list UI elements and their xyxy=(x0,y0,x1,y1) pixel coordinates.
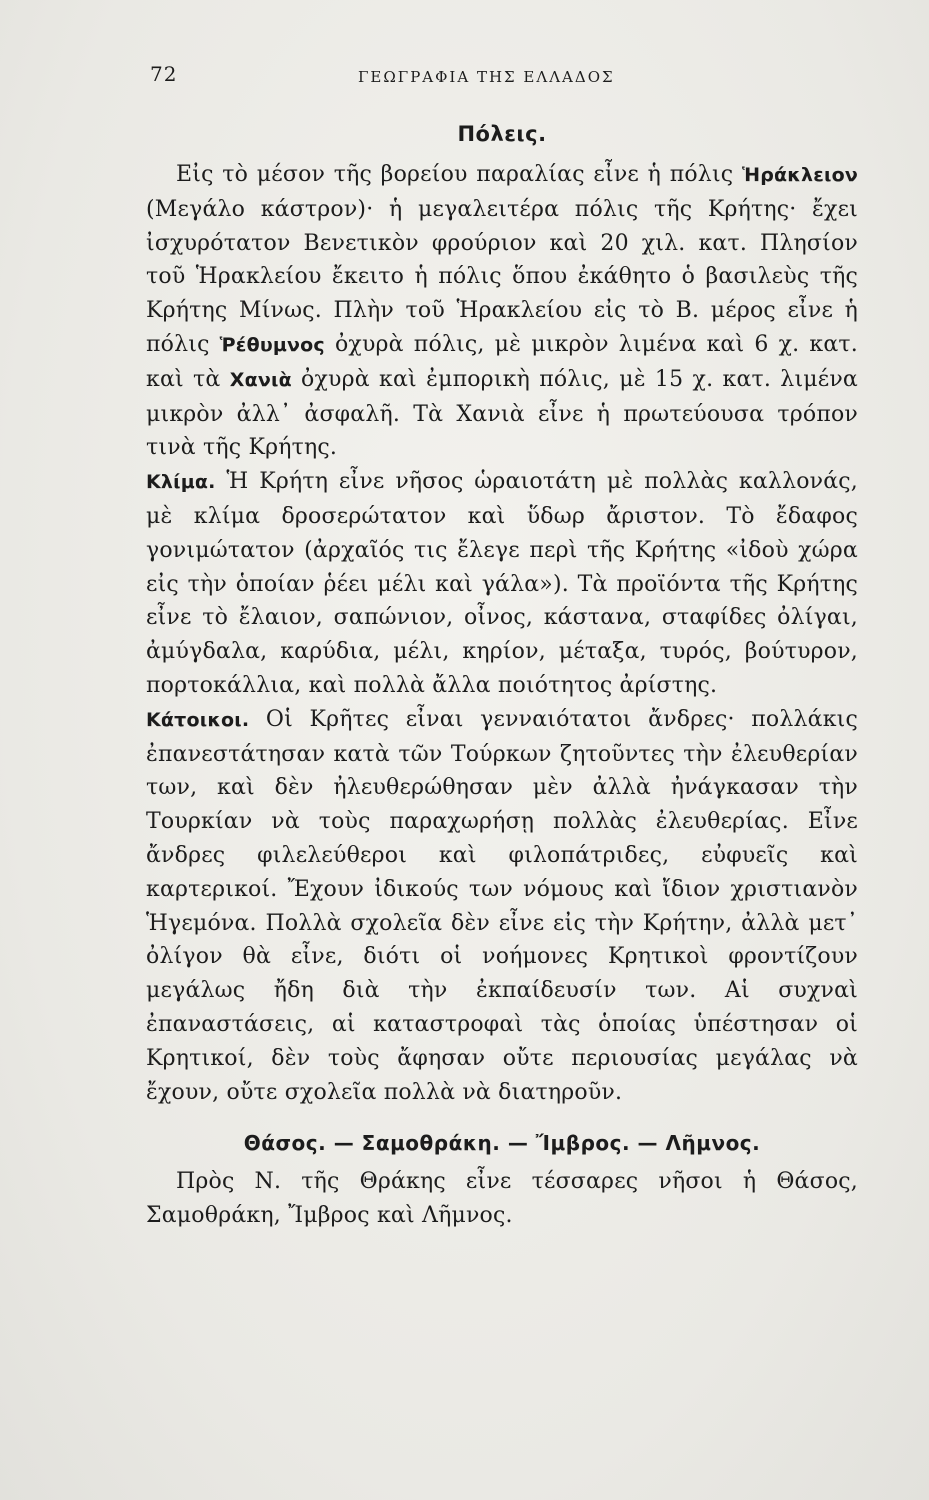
paragraph-cities xyxy=(146,158,858,465)
section-heading-islands: Θάσος. — Σαμοθράκη. — Ἴμβρος. — Λῆμνος. xyxy=(243,1131,761,1156)
section-heading-climate: Κλίμα. xyxy=(146,471,216,494)
climate-text: Ἡ Κρήτη εἶνε νῆσος ὡραιοτάτη μὲ πολλὰς καλλονάς, μὲ κλίμα δροσερώτατον καὶ ὕδωρ ἄριστον. Τὸ ἔδαφος γονιμώτατον (ἀρχαῖός τις ἔλεγε περὶ τῆς Κρήτης «ἰδοὺ χώρα εἰς τὴν ὁποίαν ῥέει μέλι καὶ γάλα»). Τὰ προϊόντα τῆς Κρήτης εἶνε τὸ ἔλαιον, σαπώνιον, οἶνος, κάστανα, σταφίδες ὀλίγαι, ἀμύγδαλα, καρύδια, μέλι, κηρίον, μέταξα, τυρός, βούτυρον, πορτοκάλλια, καὶ πολλὰ ἄλλα ποιότητος ἀρίστης. xyxy=(146,469,858,698)
inhabitants-text: Οἱ Κρῆτες εἶναι γενναιότατοι ἄνδρες· πολλάκις ἐπανεστάτησαν κατὰ τῶν Τούρκων ζητοῦντες τὴν ἐλευθερίαν των, καὶ δὲν ἠλευθερώθησαν μὲν ἀλλὰ ἠνάγκασαν τὴν Τουρκίαν νὰ τοὺς παραχωρήσῃ πολλὰς ἐλευθερίας. Εἶνε ἄνδρες φιλελεύθεροι καὶ φιλοπάτριδες, εὐφυεῖς καὶ καρτερικοί. Ἔχουν ἰδικούς των νόμους καὶ ἴδιον χριστιανὸν Ἡγεμόνα. Πολλὰ σχολεῖα δὲν εἶνε εἰς τὴν Κρήτην, ἀλλὰ μετ᾽ ὀλίγον θὰ εἶνε, διότι οἱ νοήμονες Κρητικοὶ φροντίζουν μεγάλως ἤδη διὰ τὴν ἐκπαίδευσίν των. Αἱ συχναὶ ἐπαναστάσεις, αἱ καταστροφαὶ τὰς ὁποίας ὑπέστησαν οἱ Κρητικοί, δὲν τοὺς ἄφησαν οὔτε περιουσίας μεγάλας νὰ ἔχουν, οὔτε σχολεῖα πολλὰ νὰ διατηροῦν. xyxy=(146,706,858,1105)
paragraph-islands: Πρὸς Ν. τῆς Θράκης εἶνε τέσσαρες νῆσοι ἡ Θάσος, Σαμοθράκη, Ἴμβρος καὶ Λῆμνος. xyxy=(146,1169,858,1229)
cities-text-2: (Μεγάλο κάστρον)· ἡ μεγαλειτέρα πόλις τῆς Κρήτης· ἔχει ἰσχυρότατον Βενετικὸν φρούριον καὶ 20 χιλ. κατ. Πλησίον τοῦ Ἡρακλείου ἔκειτο ἡ πόλις ὅπου ἐκάθητο ὁ βασιλεὺς τῆς Κρήτης Μίνως. Πλὴν τοῦ Ἡρακλείου εἰς τὸ Β. μέρος εἶνε ἡ πόλις xyxy=(146,196,858,357)
cities-text-4: ὀχυρὰ καὶ ἐμπορικὴ πόλις, μὲ 15 χ. κατ. λιμένα μικρὸν ἀλλ᾽ ἀσφαλῆ. Τὰ Χανιὰ εἶνε ἡ πρωτεύουσα τρόπον τινὰ τῆς Κρήτης. xyxy=(146,366,858,461)
term-chania: Χανιὰ xyxy=(229,368,292,391)
text-block xyxy=(146,122,858,1233)
section-heading-cities: Πόλεις. xyxy=(457,122,547,146)
term-heraklion: Ἡράκλειον xyxy=(741,164,858,186)
cities-text-3: ὀχυρὰ πόλις, μὲ μικρὸν λιμένα καὶ 6 χ. κατ. καὶ τὰ xyxy=(146,331,858,392)
page-number: 72 xyxy=(150,62,178,86)
paragraph-climate xyxy=(146,465,858,703)
cities-text-1: Εἰς τὸ μέσον τῆς βορείου παραλίας εἶνε ἡ πόλις xyxy=(176,162,742,187)
running-title: ΓΕΩΓΡΑΦΙΑ ΤΗΣ ΕΛΛΑΔΟΣ xyxy=(358,68,615,86)
section-heading-inhabitants: Κάτοικοι. xyxy=(146,708,250,731)
term-rethymnon: Ῥέθυμνος xyxy=(219,333,325,356)
running-head xyxy=(150,62,850,90)
paragraph-inhabitants xyxy=(146,703,858,1110)
